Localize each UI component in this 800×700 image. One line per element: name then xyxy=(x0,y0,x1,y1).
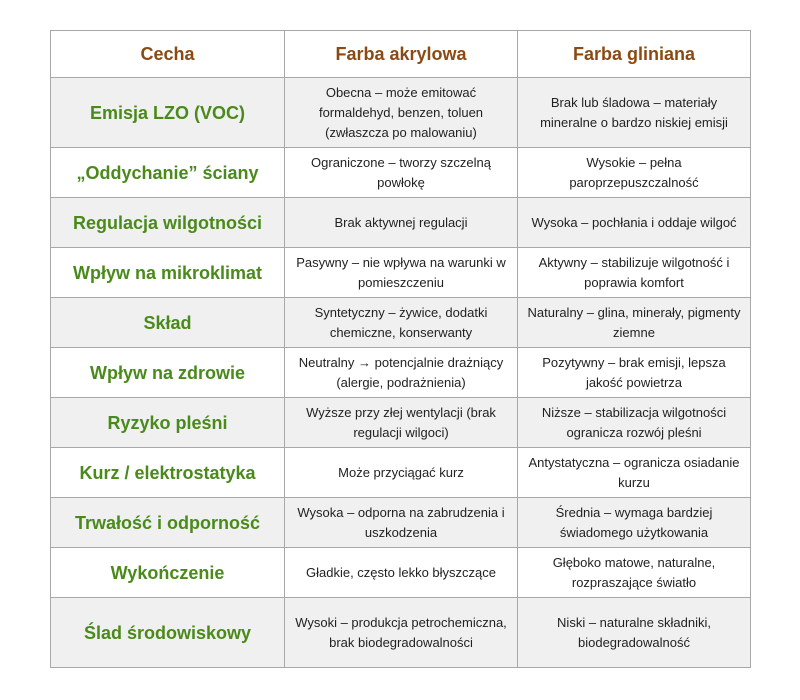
row-clay: Wysokie – pełna paroprzepuszczalność xyxy=(518,148,751,198)
row-clay: Niski – naturalne składniki, biodegradowalność xyxy=(518,598,751,668)
row-acrylic: Wyższe przy złej wentylacji (brak regulacji wilgoci) xyxy=(285,398,518,448)
comparison-table xyxy=(50,30,751,668)
row-feature: Wpływ na zdrowie xyxy=(51,348,285,398)
row-feature: Emisja LZO (VOC) xyxy=(51,78,285,148)
table-row xyxy=(51,78,751,148)
row-feature: Regulacja wilgotności xyxy=(51,198,285,248)
table-row xyxy=(51,298,751,348)
row-acrylic: Wysoki – produkcja petrochemiczna, brak biodegradowalności xyxy=(285,598,518,668)
row-acrylic: Wysoka – odporna na zabrudzenia i uszkodzenia xyxy=(285,498,518,548)
row-feature: Skład xyxy=(51,298,285,348)
table-row xyxy=(51,398,751,448)
table-row xyxy=(51,448,751,498)
row-acrylic: Gładkie, często lekko błyszczące xyxy=(285,548,518,598)
row-acrylic: Brak aktywnej regulacji xyxy=(285,198,518,248)
table-row xyxy=(51,248,751,298)
row-acrylic: Syntetyczny – żywice, dodatki chemiczne, konserwanty xyxy=(285,298,518,348)
table-row xyxy=(51,598,751,668)
row-feature: Trwałość i odporność xyxy=(51,498,285,548)
row-feature: Ryzyko pleśni xyxy=(51,398,285,448)
row-acrylic: Obecna – może emitować formaldehyd, benzen, toluen (zwłaszcza po malowaniu) xyxy=(285,78,518,148)
header-clay-paint: Farba gliniana xyxy=(518,31,751,78)
row-clay: Niższe – stabilizacja wilgotności ogranicza rozwój pleśni xyxy=(518,398,751,448)
row-acrylic: Neutralny → potencjalnie drażniący (alergie, podrażnienia) xyxy=(285,348,518,398)
row-clay: Aktywny – stabilizuje wilgotność i poprawia komfort xyxy=(518,248,751,298)
row-feature: Kurz / elektrostatyka xyxy=(51,448,285,498)
row-clay: Brak lub śladowa – materiały mineralne o bardzo niskiej emisji xyxy=(518,78,751,148)
header-feature: Cecha xyxy=(51,31,285,78)
table-row xyxy=(51,148,751,198)
table-row xyxy=(51,498,751,548)
row-clay: Antystatyczna – ogranicza osiadanie kurzu xyxy=(518,448,751,498)
row-feature: „Oddychanie” ściany xyxy=(51,148,285,198)
header-acrylic-paint: Farba akrylowa xyxy=(285,31,518,78)
header-row xyxy=(51,31,751,78)
table-row xyxy=(51,548,751,598)
table-row xyxy=(51,348,751,398)
row-clay: Wysoka – pochłania i oddaje wilgoć xyxy=(518,198,751,248)
row-acrylic: Może przyciągać kurz xyxy=(285,448,518,498)
row-feature: Ślad środowiskowy xyxy=(51,598,285,668)
row-clay: Naturalny – glina, minerały, pigmenty ziemne xyxy=(518,298,751,348)
row-acrylic: Ograniczone – tworzy szczelną powłokę xyxy=(285,148,518,198)
row-feature: Wykończenie xyxy=(51,548,285,598)
row-feature: Wpływ na mikroklimat xyxy=(51,248,285,298)
table-row xyxy=(51,198,751,248)
row-acrylic: Pasywny – nie wpływa na warunki w pomieszczeniu xyxy=(285,248,518,298)
row-clay: Pozytywny – brak emisji, lepsza jakość powietrza xyxy=(518,348,751,398)
row-clay: Średnia – wymaga bardziej świadomego użytkowania xyxy=(518,498,751,548)
row-clay: Głęboko matowe, naturalne, rozpraszające światło xyxy=(518,548,751,598)
